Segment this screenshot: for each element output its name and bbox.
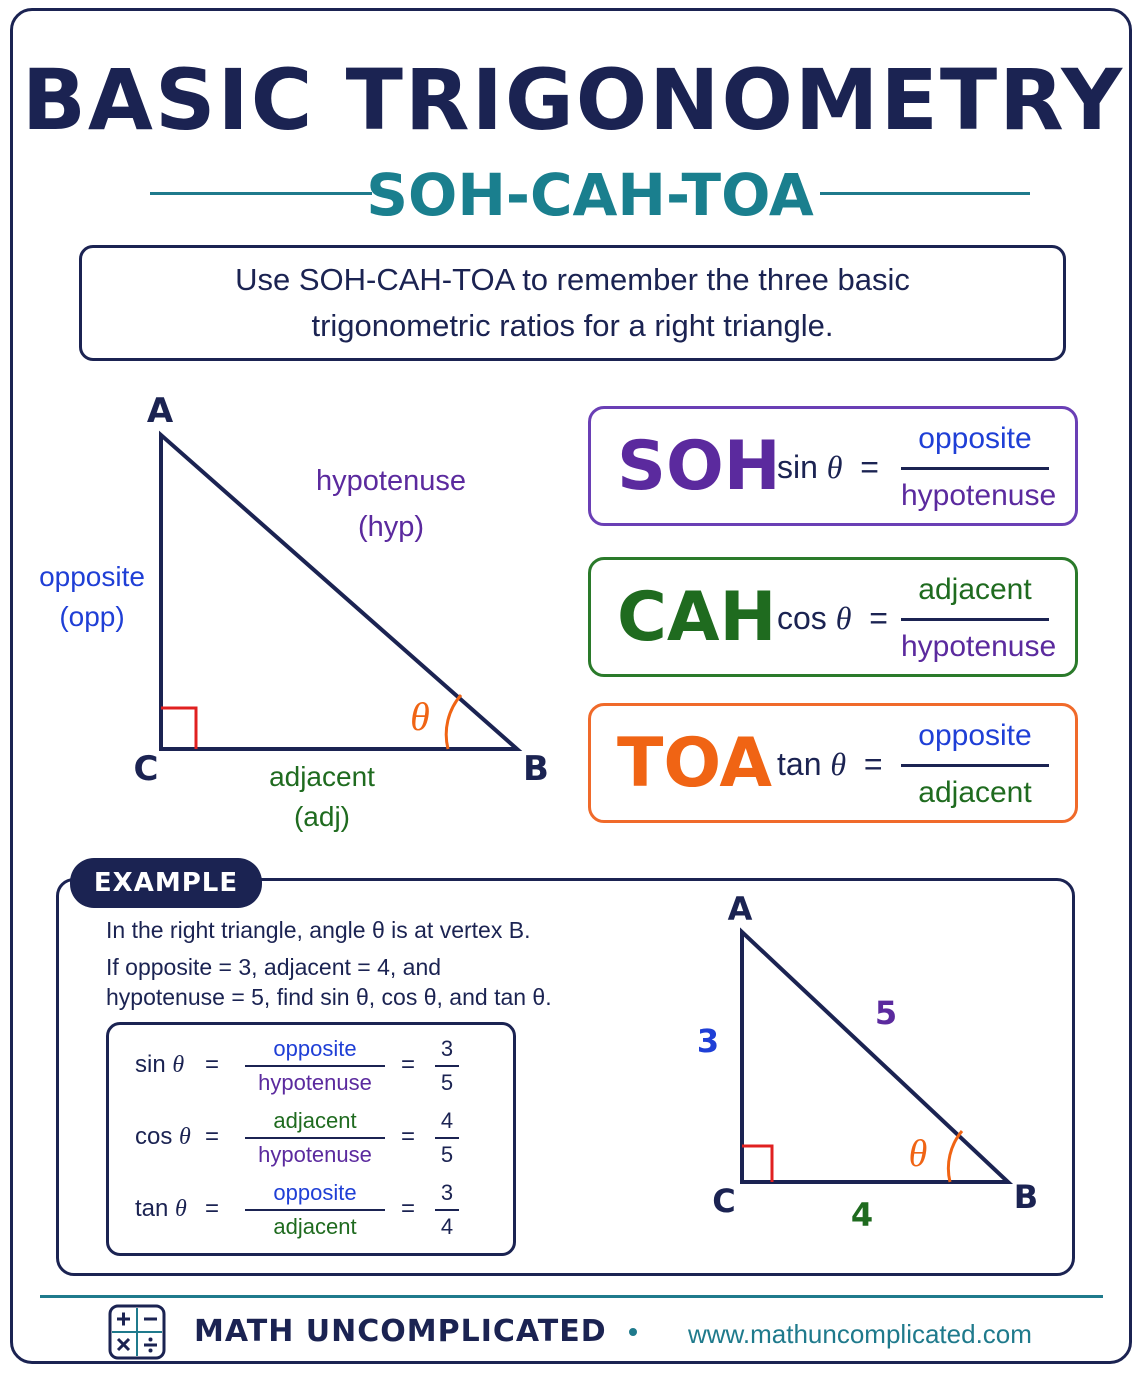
fraction-denominator: 5 (440, 1142, 454, 1167)
intro-text: Use SOH-CAH-TOA to remember the three basic trigonometric ratios for a right triangle. (235, 262, 910, 343)
ratio-fraction (245, 1179, 385, 1241)
fraction-denominator: adjacent (918, 776, 1032, 809)
angle-theta-label: θ (410, 694, 430, 739)
adj-label: adjacent (269, 761, 375, 792)
subtitle-row (150, 160, 1030, 230)
value-fraction (435, 1107, 459, 1169)
equals-sign: = (205, 1195, 220, 1222)
sin-function (777, 447, 879, 487)
fraction-denominator: hypotenuse (258, 1142, 372, 1167)
fraction-denominator: adjacent (273, 1214, 357, 1239)
equals-sign: = (863, 746, 883, 782)
fraction-bar (245, 1065, 385, 1067)
soh-word: SOH (617, 427, 781, 506)
page-subtitle: SOH-CAH-TOA (366, 161, 814, 229)
tan-calc-row (109, 1175, 519, 1245)
toa-card (588, 703, 1078, 823)
fn-var: θ (172, 1052, 185, 1078)
cah-word: CAH (617, 578, 777, 657)
fraction-numerator: adjacent (273, 1108, 357, 1133)
value-fraction (435, 1179, 459, 1241)
example-line-2: If opposite = 3, adjacent = 4, and (106, 954, 442, 980)
calculator-icon (108, 1304, 166, 1360)
opp-label: opposite (39, 561, 145, 592)
sin-calc-row (109, 1031, 519, 1101)
vertex-c-label: C (133, 749, 159, 789)
fraction-bar (245, 1137, 385, 1139)
fraction-numerator: opposite (918, 422, 1032, 455)
fn-var: θ (179, 1124, 191, 1150)
footer-rule (40, 1295, 1103, 1298)
cos-calc-row (109, 1103, 519, 1173)
fn-var: θ (175, 1196, 187, 1222)
fn-name: tan (777, 746, 822, 782)
fn-var: θ (830, 746, 847, 782)
fraction-denominator: 4 (440, 1214, 454, 1239)
hyp-label: hypotenuse (316, 465, 466, 497)
fn-name: sin (135, 1051, 166, 1078)
fraction-numerator: opposite (918, 719, 1032, 752)
cah-fraction (901, 568, 1057, 669)
angle-arc (446, 695, 461, 749)
vertex-b-label: B (1013, 1178, 1039, 1216)
right-angle-marker (161, 708, 196, 749)
fraction-numerator: 4 (440, 1108, 454, 1133)
ratio-fraction (245, 1107, 385, 1169)
fn-var: θ (835, 600, 852, 636)
page-title: BASIC TRIGONOMETRY (21, 51, 1125, 149)
ratio-fraction (245, 1035, 385, 1097)
fraction-numerator: 3 (440, 1036, 454, 1061)
fn-var: θ (826, 449, 843, 485)
equals-sign: = (401, 1051, 416, 1078)
vertex-a-label: A (146, 391, 174, 431)
fraction-denominator: hypotenuse (258, 1070, 372, 1095)
soh-card (588, 406, 1078, 526)
fraction-numerator: adjacent (918, 573, 1032, 606)
cah-card (588, 557, 1078, 677)
toa-fraction (901, 714, 1049, 815)
fraction-numerator: opposite (273, 1180, 357, 1205)
opp-value-label: 3 (696, 1022, 720, 1060)
brand-name: MATH UNCOMPLICATED (194, 1314, 607, 1349)
calc-fn (135, 1195, 187, 1223)
fn-name: cos (135, 1123, 173, 1150)
fraction-denominator: 5 (440, 1070, 454, 1095)
fraction-bar (435, 1137, 459, 1139)
value-fraction (435, 1035, 459, 1097)
main-triangle-diagram (30, 380, 570, 850)
vertex-a-label: A (727, 890, 753, 928)
fraction-bar (901, 764, 1049, 767)
tan-function (777, 744, 883, 784)
equals-sign: = (869, 600, 888, 636)
hyp-value-label: 5 (874, 994, 898, 1032)
hyp-abbr: (hyp) (357, 511, 425, 543)
vertex-b-label: B (523, 749, 549, 789)
example-triangle-shape (742, 932, 1008, 1182)
adj-value-label: 4 (850, 1196, 874, 1234)
footer-separator-dot (629, 1328, 637, 1336)
intro-box (79, 245, 1066, 361)
fn-name: sin (777, 449, 818, 485)
example-triangle-diagram (680, 880, 1060, 1240)
fraction-bar (245, 1209, 385, 1211)
example-line-3: hypotenuse = 5, find sin θ, cos θ, and tan θ. (106, 984, 552, 1010)
example-tab: EXAMPLE (70, 858, 262, 908)
equals-sign: = (401, 1123, 416, 1150)
fraction-denominator: hypotenuse (901, 479, 1057, 512)
right-angle-marker (742, 1146, 772, 1182)
cos-function (777, 598, 888, 638)
adj-abbr: (adj) (293, 801, 351, 832)
soh-fraction (901, 417, 1057, 518)
fraction-numerator: 3 (440, 1180, 454, 1205)
fraction-numerator: opposite (273, 1036, 357, 1061)
equals-sign: = (205, 1051, 220, 1078)
fraction-bar (435, 1209, 459, 1211)
vertex-c-label: C (712, 1182, 736, 1220)
fraction-bar (435, 1065, 459, 1067)
fn-name: tan (135, 1195, 169, 1222)
example-calculations (106, 1022, 516, 1256)
equals-sign: = (401, 1195, 416, 1222)
angle-theta-label: θ (908, 1133, 928, 1175)
example-line-1: In the right triangle, angle θ is at vertex B. (106, 917, 531, 943)
toa-word: TOA (617, 724, 772, 803)
fraction-bar (901, 467, 1049, 470)
fraction-denominator: hypotenuse (901, 630, 1057, 663)
fn-name: cos (777, 600, 827, 636)
calc-fn (135, 1051, 184, 1079)
fraction-bar (901, 618, 1049, 621)
equals-sign: = (860, 449, 879, 485)
opp-abbr: (opp) (59, 601, 125, 632)
calc-fn (135, 1123, 191, 1151)
equals-sign: = (205, 1123, 220, 1150)
website-url[interactable]: www.mathuncomplicated.com (688, 1319, 1032, 1349)
